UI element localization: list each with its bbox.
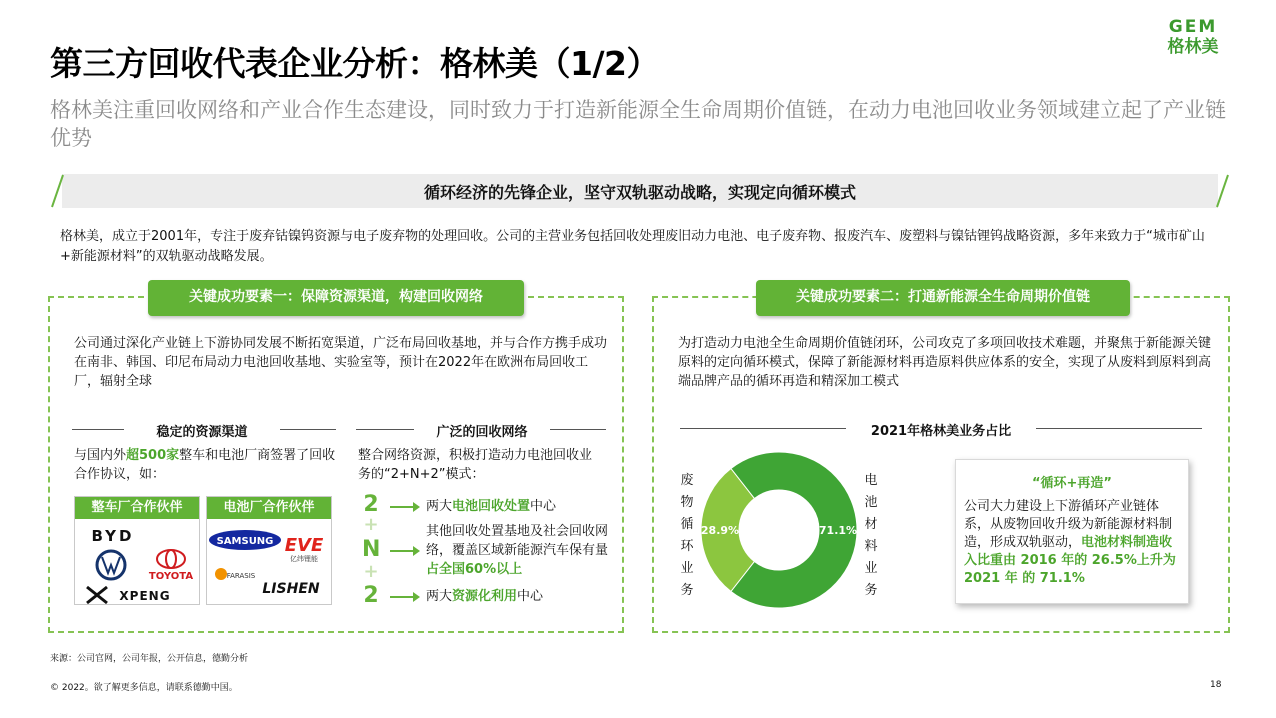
network-text: 整合网络资源，积极打造动力电池回收业务的“2+N+2”模式：	[358, 448, 593, 482]
page-number: 18	[1210, 680, 1222, 690]
arrow-head	[413, 546, 420, 556]
plus-sign: +	[363, 561, 379, 582]
eve-cn-text: 亿纬锂能	[290, 555, 318, 563]
toyota-text: TOYOTA	[148, 571, 194, 582]
car-partners-box	[74, 496, 200, 605]
network-heading: 广泛的回收网络	[436, 425, 528, 440]
banner-text: 循环经济的先锋企业，坚守双轨驱动战略，实现定向循环模式	[423, 183, 856, 202]
copyright: © 2022。欲了解更多信息，请联系德勤中国。	[50, 683, 238, 693]
xpeng-logo	[87, 587, 171, 603]
xpeng-text: XPENG	[119, 589, 171, 603]
arrow-line	[390, 550, 414, 552]
model-number-2a: 2	[363, 492, 379, 517]
callout-title: “循环+再造”	[1032, 476, 1112, 491]
battery-partner-logos	[207, 519, 331, 605]
arrow-line	[390, 506, 414, 508]
battery-partners-heading: 电池厂合作伙伴	[207, 497, 331, 519]
success-factor-1-text: 公司通过深化产业链上下游协同发展不断拓宽渠道，广泛布局回收基地，并与合作方携手成功在南非、韩国、印尼布局动力电池回收基地、实验室等，预计在2022年在欧洲布局回收工厂，辐射全球	[74, 336, 608, 389]
callout-text: 公司大力建设上下游循环产业链体系，从废物回收升级为新能源材料制造，形成双轨驱动，电池材料制造收入比重由 2016 年的 26.5%上升为 2021 年 的 71.1%	[964, 499, 1176, 586]
channels-heading: 稳定的资源渠道	[156, 425, 248, 440]
arrow-line	[390, 596, 414, 598]
farasis-logo	[215, 568, 256, 580]
model-item-3: 两大资源化利用中心	[426, 589, 544, 604]
pie-category-label-battery: 电 池 材 料 业 务	[864, 473, 878, 598]
page-subtitle: 格林美注重回收网络和产业合作生态建设，同时致力于打造新能源全生命周期价值链，在动力电池回收业务领域建立起了产业链优势	[50, 98, 1226, 150]
lishen-logo: LISHEN	[262, 581, 320, 597]
divider	[280, 429, 336, 430]
model-letter-n: N	[362, 537, 381, 562]
model-item-1: 两大电池回收处置中心	[426, 499, 557, 514]
eve-logo	[285, 535, 324, 563]
pie-data-label-2: 71.1%	[818, 524, 858, 537]
eve-text: EVE	[284, 535, 324, 556]
success-factor-1-pill: 关键成功要素一：保障资源渠道，构建回收网络	[148, 280, 524, 316]
divider	[1036, 428, 1202, 429]
logo-cn: 格林美	[1167, 37, 1219, 57]
business-share-donut-chart	[694, 448, 864, 614]
farasis-text: FARASIS	[226, 572, 256, 580]
samsung-text: SAMSUNG	[216, 536, 274, 547]
toyota-logo	[149, 550, 193, 582]
callout-box	[955, 459, 1189, 604]
model-number-2b: 2	[363, 583, 379, 608]
car-partner-logos	[75, 519, 199, 605]
success-factor-2-text: 为打造动力电池全生命周期价值链闭环，公司攻克了多项回收技术难题，并聚焦于新能源关键原料的定向循环模式，保障了新能源材料再造原料供应体系的安全，实现了从废料到原料到高端品牌产品的循环再造和精深加工模式	[678, 336, 1212, 389]
battery-partners-box	[206, 496, 332, 605]
model-item-2: 其他回收处置基地及社会回收网络，覆盖区域新能源汽车保有量占全国60%以上	[426, 524, 609, 577]
source-note: 来源：公司官网，公司年报，公开信息，德勤分析	[50, 654, 249, 664]
banner	[50, 174, 1230, 208]
gem-logo	[1158, 18, 1228, 58]
success-factor-2-pill: 关键成功要素二：打通新能源全生命周期价值链	[756, 280, 1130, 316]
samsung-logo	[209, 530, 281, 550]
page-title: 第三方回收代表企业分析：格林美（1/2）	[50, 44, 659, 83]
plus-sign: +	[363, 514, 379, 535]
chart-title: 2021年格林美业务占比	[870, 424, 1012, 439]
vw-logo	[97, 551, 125, 579]
car-partners-heading: 整车厂合作伙伴	[75, 497, 199, 519]
divider	[550, 429, 606, 430]
byd-logo: BYD	[91, 527, 135, 545]
channels-text: 与国内外超500家整车和电池厂商签署了回收合作协议，如：	[74, 448, 336, 482]
logo-en: GEM	[1168, 17, 1218, 37]
divider	[356, 429, 414, 430]
pie-category-label-waste: 废 物 循 环 业 务	[680, 473, 694, 598]
pie-data-label-1: 28.9%	[700, 524, 740, 537]
arrow-head	[413, 502, 420, 512]
company-intro: 格林美，成立于2001年，专注于废弃钴镍钨资源与电子废弃物的处理回收。公司的主营业务包括回收处理废旧动力电池、电子废弃物、报废汽车、废塑料与镍钴锂钨战略资源，多年来致力于“城市矿山+新能源材料”的双轨驱动战略发展。	[60, 229, 1205, 264]
divider	[72, 429, 124, 430]
divider	[680, 428, 846, 429]
arrow-head	[413, 592, 420, 602]
